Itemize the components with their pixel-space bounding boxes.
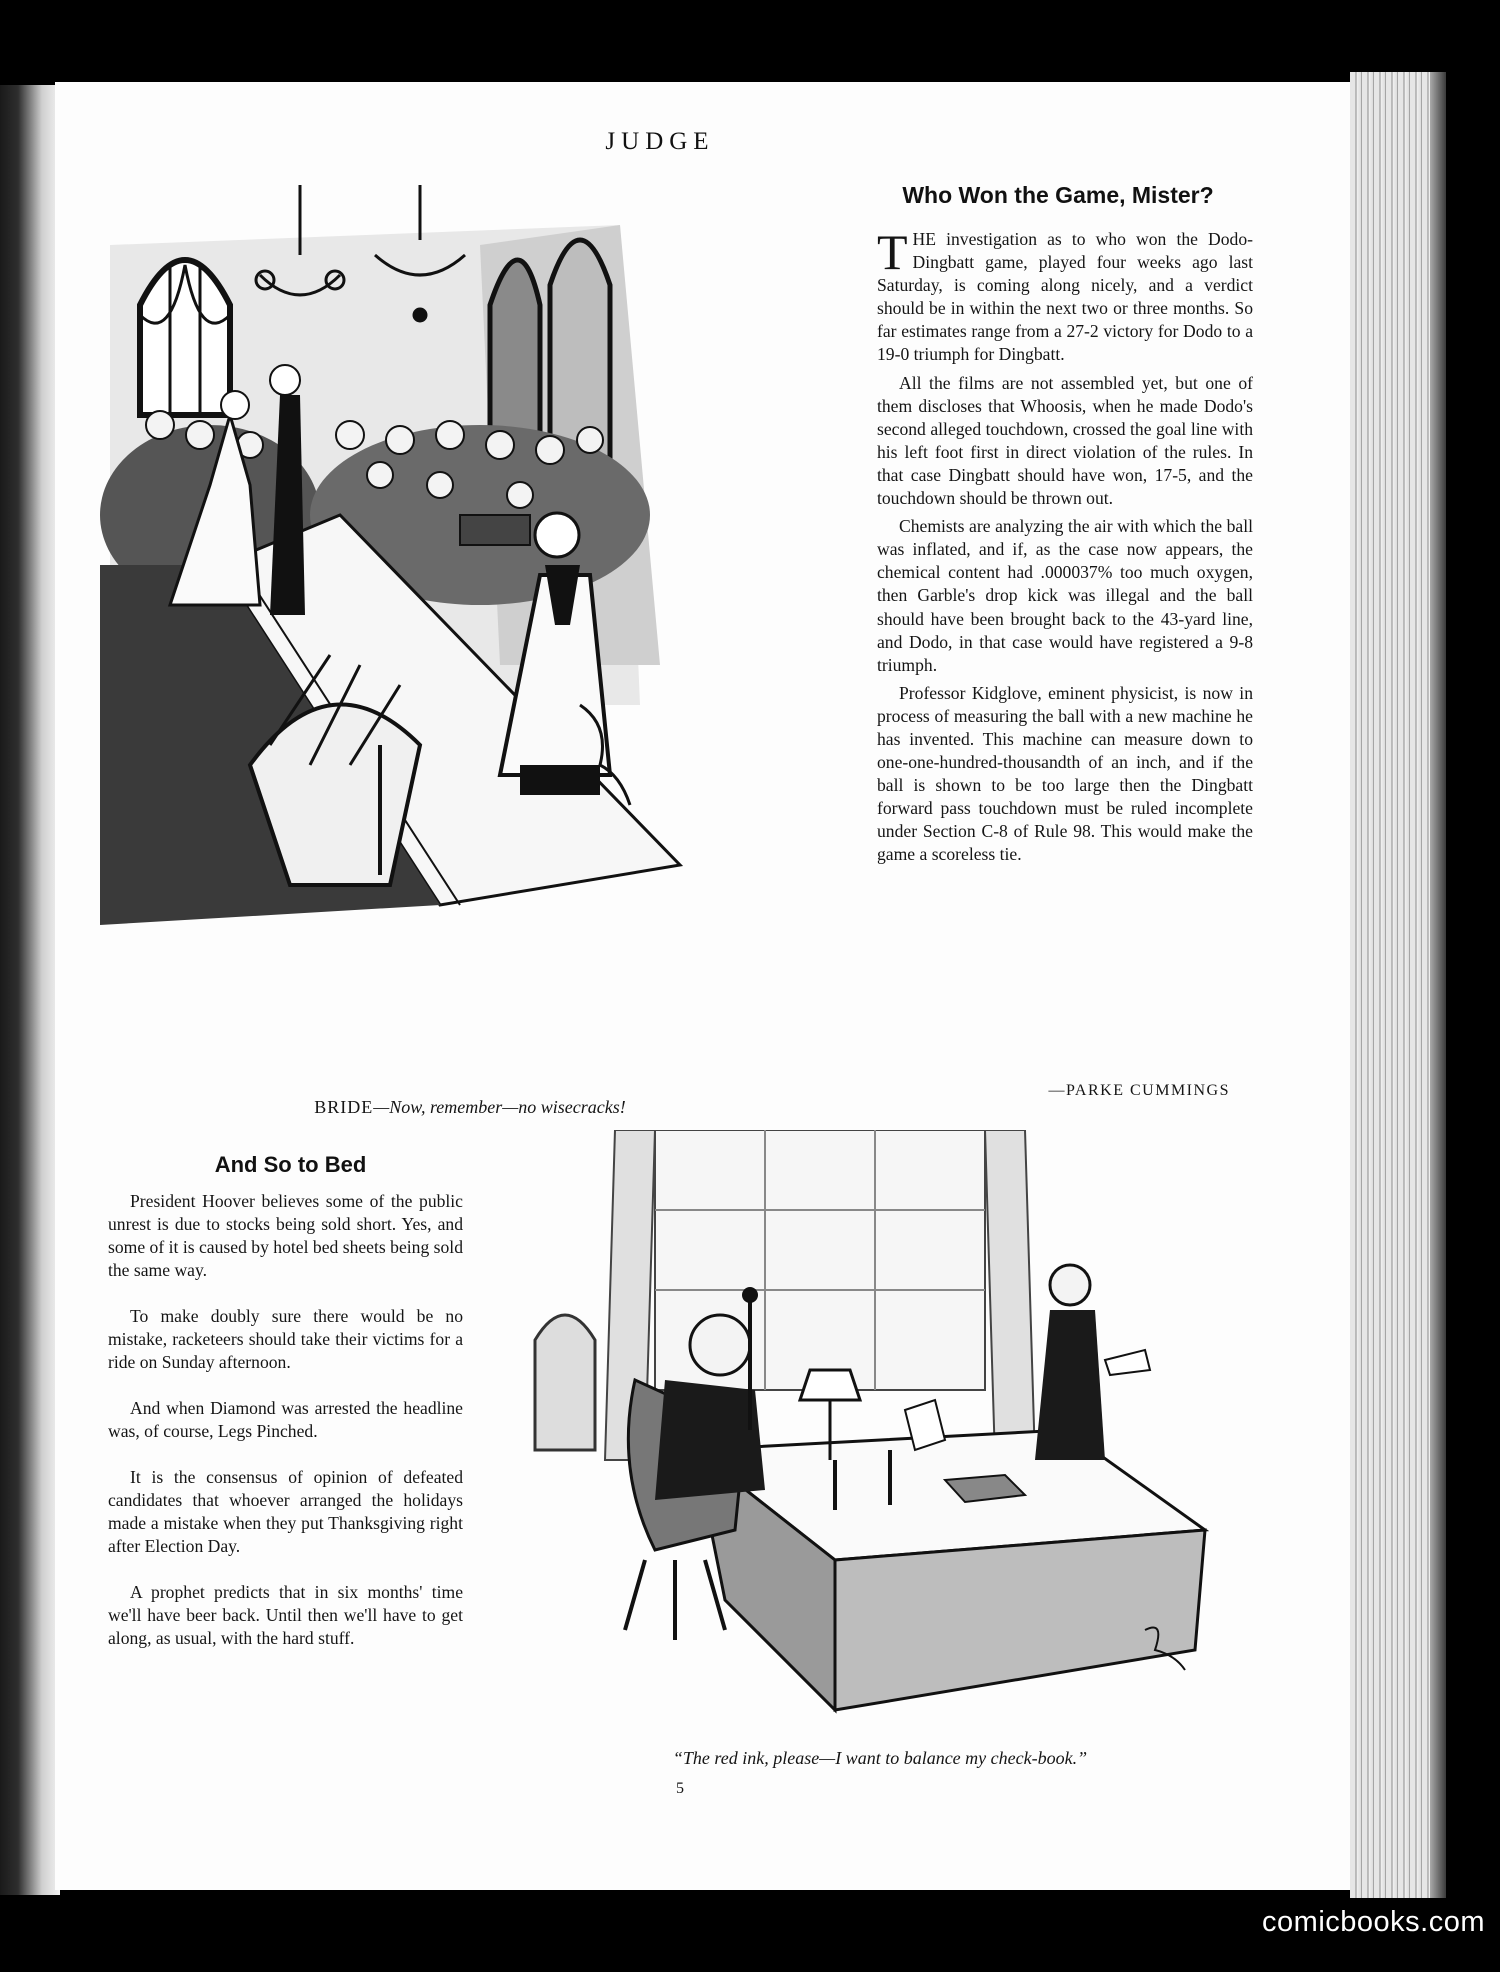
article-title: Who Won the Game, Mister? xyxy=(902,182,1214,208)
caption-speaker: BRIDE xyxy=(314,1097,374,1117)
book-left-edge xyxy=(0,85,60,1895)
page-number: 5 xyxy=(676,1780,684,1797)
cartoon1-caption xyxy=(150,1097,790,1118)
caption-quote: —Now, remember—no wisecracks! xyxy=(373,1097,626,1117)
drop-cap: T xyxy=(877,224,908,280)
byline: —PARKE CUMMINGS xyxy=(1048,1082,1230,1099)
article-paragraph: Chemists are analyzing the air with which the ball was inflated, and if, as the case now appears, the chemical content had .000037% too much oxygen, then Garble's drop kick was illegal and the ball should have been brought back to the 43-yard line, and Dodo, in that case would have registered a 9-8 triumph. xyxy=(877,516,1253,675)
running-head: JUDGE xyxy=(605,128,715,155)
column-paragraph: It is the consensus of opinion of defeated candidates that whoever arranged the holidays made a mistake when they put Thanksgiving right after Election Day. xyxy=(108,1467,463,1556)
article-paragraph: All the films are not assembled yet, but one of them discloses that Whoosis, when he made Dodo's second alleged touchdown, crossed the goal line with his left foot first in direct violation of the rules. In that case Dingbatt should have won, 17-5, and the touchdown should be thrown out. xyxy=(877,372,1253,509)
column-body xyxy=(108,1190,463,1673)
column-title: And So to Bed xyxy=(214,1152,367,1177)
office-desk-cartoon-illustration xyxy=(505,1130,1250,1730)
column-paragraph: To make doubly sure there would be no mistake, racketeers should take their victims for a ride on Sunday afternoon. xyxy=(108,1306,463,1372)
cartoon2-caption: “The red ink, please—I want to balance my check-book.” xyxy=(672,1748,1088,1768)
article-paragraph: THE investigation as to who won the Dodo-Dingbatt game, played four weeks ago last Saturday, is coming along nicely, and a verdict should be in within the next two or three months. So far estimates range from a 27-2 victory for Dodo to a 19-0 triumph for Dingbatt. xyxy=(877,224,1253,365)
article-paragraph: Professor Kidglove, eminent physicist, is now in process of measuring the ball with a new machine he has invented. This machine can measure down to one-one-hundred-thousandth of an inch, and if the ball is shown to be too large then the Dingbatt forward pass touchdown must be ruled incomplete under Section C-8 of Rule 98. This would make the game a scoreless tie. xyxy=(877,682,1253,865)
column-paragraph: A prophet predicts that in six months' time we'll have beer back. Until then we'll have to get along, as usual, with the hard stuff. xyxy=(108,1582,463,1648)
wedding-cartoon-illustration xyxy=(100,185,845,1090)
column-paragraph: President Hoover believes some of the public unrest is due to stocks being sold short. Yes, and some of it is caused by hotel bed sheets being sold the same way. xyxy=(108,1191,463,1280)
watermark: comicbooks.com xyxy=(1262,1906,1485,1938)
page-stack-edge xyxy=(1350,72,1446,1898)
column-paragraph: And when Diamond was arrested the headline was, of course, Legs Pinched. xyxy=(108,1398,463,1441)
article-body xyxy=(877,224,1253,872)
